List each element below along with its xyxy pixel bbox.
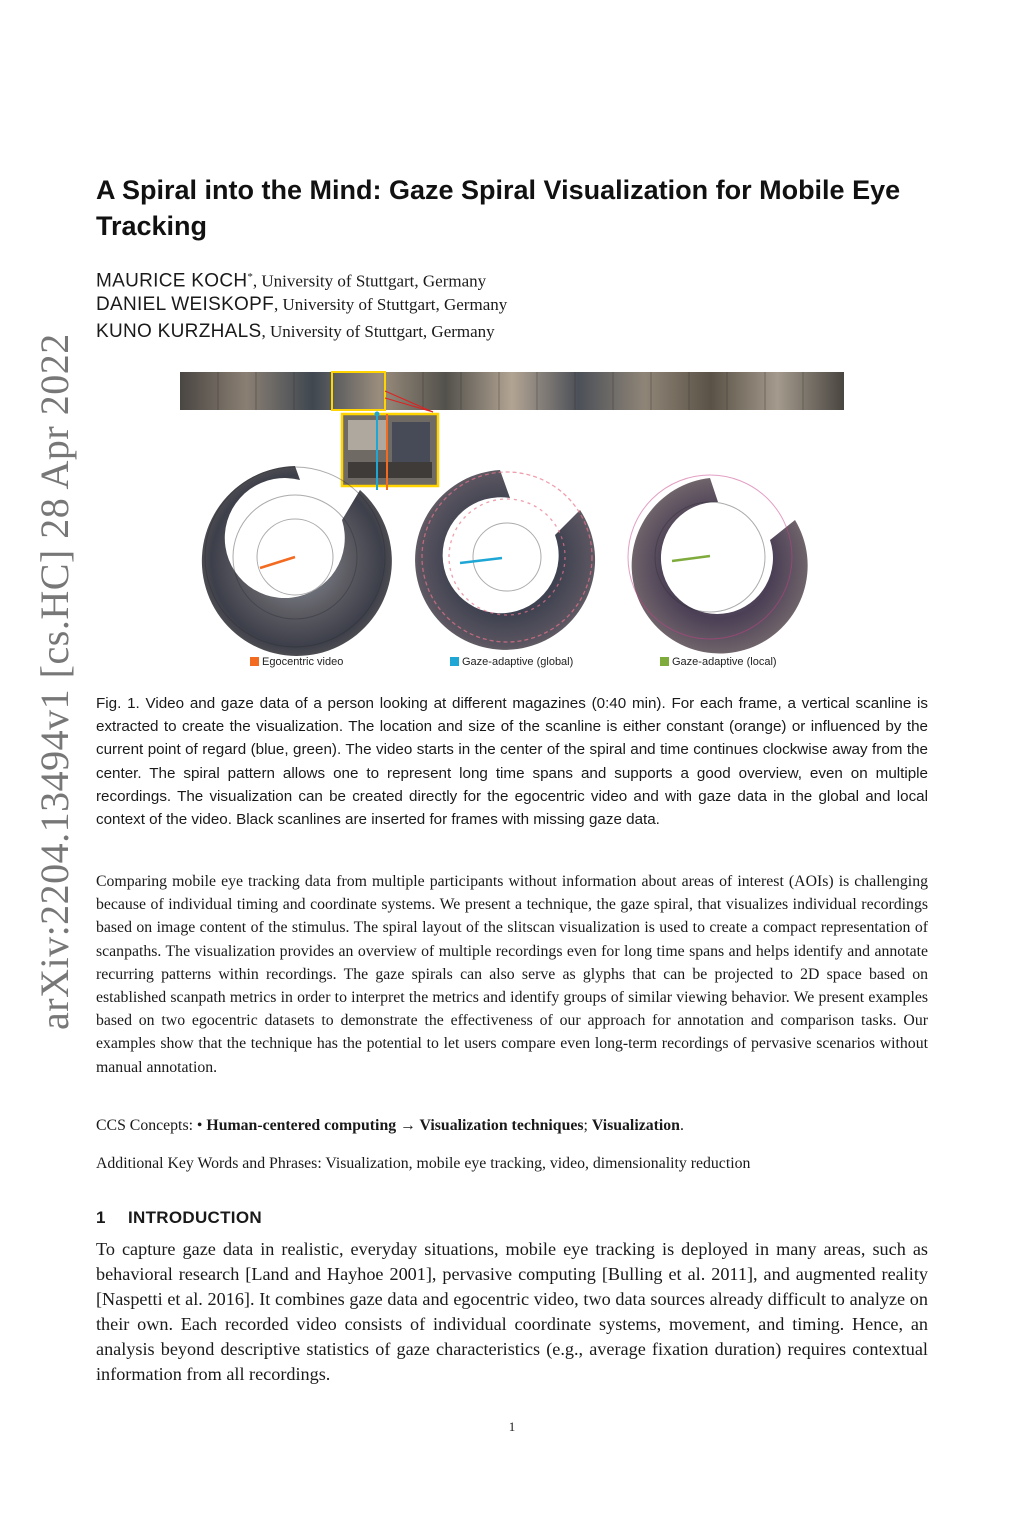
video-frame-strip [180, 372, 844, 410]
arxiv-stamp: arXiv:2204.13494v1 [cs.HC] 28 Apr 2022 [32, 333, 77, 1030]
author-name: KUNO KURZHALS [96, 321, 262, 342]
author-footnote-mark: * [247, 271, 253, 283]
paper-title: A Spiral into the Mind: Gaze Spiral Visualization for Mobile Eye Tracking [96, 175, 901, 241]
page-number: 1 [508, 1419, 516, 1434]
author-name: DANIEL WEISKOPF [96, 294, 274, 315]
ccs-separator: ; [583, 1117, 592, 1134]
ccs-concept: Human-centered computing [206, 1117, 397, 1134]
author-entry [96, 264, 896, 291]
author-entry [96, 318, 896, 345]
figure-caption: Fig. 1. Video and gaze data of a person looking at different magazines (0:40 min). For each frame, a vertical scanline is extracted to create the visualization. The location and size of the scanline is either constant (orange) or influenced by the current point of regard (blue, green). The video starts in the center of the spiral and time continues clockwise away from the center. The spiral pattern allows one to represent long time spans and supports a good overview, even on multiple recordings. The visualization can be created directly for the egocentric video and with gaze data in the global and local context of the video. Black scanlines are inserted for frames with missing gaze data. [96, 695, 928, 829]
legend-swatch-orange [250, 657, 259, 666]
spiral-egocentric-video [202, 466, 392, 656]
spiral-gaze-adaptive-global [415, 470, 595, 650]
legend-gaze-adaptive-local [660, 655, 777, 669]
legend-swatch-blue [450, 657, 459, 666]
ccs-concepts [96, 1114, 928, 1137]
ccs-arrow: → [396, 1117, 420, 1134]
legend-label: Egocentric video [262, 656, 344, 668]
ccs-end: . [679, 1117, 684, 1134]
author-entry [96, 291, 896, 318]
section-number: 1 [96, 1208, 106, 1227]
author-list [96, 264, 896, 345]
legend-swatch-green [660, 657, 669, 666]
legend-egocentric-video [250, 655, 343, 669]
legend-label: Gaze-adaptive (global) [462, 656, 574, 668]
keywords: Additional Key Words and Phrases: Visualization, mobile eye tracking, video, dimensionality reduction [96, 1155, 751, 1172]
figure-graphic [180, 370, 844, 670]
teaser-figure [180, 370, 844, 670]
legend-label: Gaze-adaptive (local) [672, 656, 777, 668]
intro-paragraph: To capture gaze data in realistic, everyday situations, mobile eye tracking is deployed in many areas, such as behavioral research [Land and Hayhoe 2001], pervasive computing [Bulling et al. 2011], and augmented reality [Naspetti et al. 2016]. It combines gaze data and egocentric video, two data sources already difficult to analyze on their own. Each recorded video consists of individual coordinate systems, movement, and timing. Hence, an analysis beyond descriptive statistics of gaze characteristics (e.g., average fixation duration) requires contextual information from all recordings. [96, 1239, 928, 1384]
author-affiliation: , University of Stuttgart, Germany [252, 271, 487, 291]
abstract: Comparing mobile eye tracking data from multiple participants without information about areas of interest (AOIs) is challenging because of individual timing and coordinate systems. We present a technique, the gaze spiral, that visualizes individual recordings based on image content of the stimulus. The spiral layout of the slitscan visualization is used to create a compact representation of scanpaths. The visualization provides an overview of multiple recordings even for long time spans and helps identify and annotate recurring patterns within recordings. The gaze spirals can also serve as glyphs that can be projected to 2D space based on established scanpath metrics in order to interpret the metrics and identify groups of similar viewing behavior. We present examples based on two egocentric datasets to demonstrate the effectiveness of our approach for annotation and comparison tasks. Our examples show that the technique has the potential to let users compare even long-term recordings of pervasive scenarios without manual annotation. [96, 873, 928, 1076]
ccs-concept: Visualization techniques [419, 1117, 584, 1134]
section-heading [96, 1206, 262, 1230]
section-title: INTRODUCTION [128, 1208, 262, 1227]
ccs-prefix: CCS Concepts: • [96, 1117, 207, 1134]
author-affiliation: , University of Stuttgart, Germany [274, 295, 508, 314]
author-affiliation: , University of Stuttgart, Germany [261, 322, 495, 341]
spiral-gaze-adaptive-local [628, 475, 808, 653]
legend-gaze-adaptive-global [450, 655, 573, 669]
author-name: MAURICE KOCH [96, 270, 248, 292]
ccs-concept: Visualization [591, 1117, 680, 1134]
